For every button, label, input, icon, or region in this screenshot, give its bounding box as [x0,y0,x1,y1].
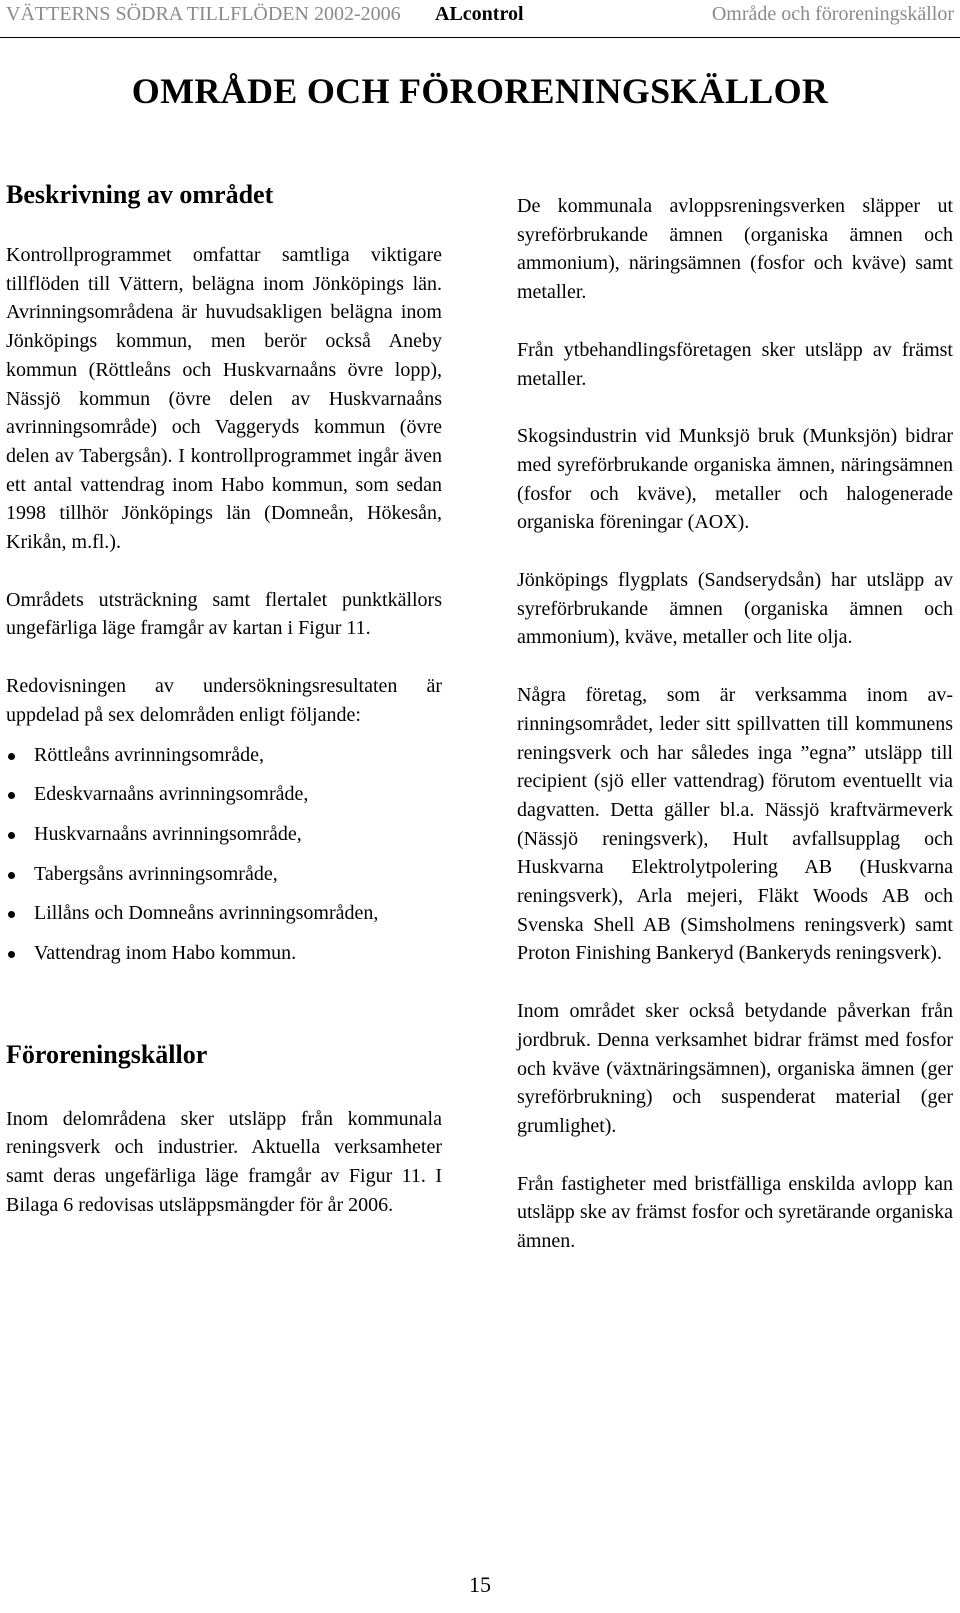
right-column [517,192,953,1285]
section-heading-pollution-sources: Föroreningskällor [6,1039,208,1069]
header-report-title: VÄTTERNS SÖDRA TILLFLÖDEN 2002-2006 [6,3,401,25]
list-item: Edeskvarnaåns avrinningsområde, [34,783,309,806]
subarea-list [6,741,442,968]
paragraph: Från ytbehandlingsföretagen sker utsläpp av främst metaller. [517,338,953,390]
list-item: Röttleåns avrinningsområde, [34,743,264,766]
paragraph: Kontrollprogrammet omfattar samtliga viktigare tillflöden till Vättern, belägna inom Jönköpings län. Avrinningsområdena är huvudsakligen belägna inom Jönköpings kommun, men berör också Aneby kommun (Röttleåns och Huskvarnaåns övre lopp), Nässjö kommun (övre delen av Huskvarnaåns avrinningsområde) och Vaggeryds kommun (övre delen av Tabergsån). I kontrollprogrammet ingår även ett antal vattendrag inom Habo kommun, som sedan 1998 tillhör Jönköpings län (Domneån, Hökesån, Krikån, m.fl.). [6,244,442,554]
paragraph: Jönköpings flygplats (Sandserydsån) har utsläpp av syreförbrukande ämnen (organiska ämnen och ammonium), kväve, metaller och lite olja. [517,569,953,649]
header-company: ALcontrol [435,3,524,25]
left-column [6,178,442,1249]
section-heading-description: Beskrivning av området [6,180,274,209]
paragraph: De kommunala avloppsreningsverken släpper ut syreförbrukande ämnen (organiska ämnen och ammonium), näringsämnen (fosfor och kväve) samt metaller. [517,195,953,304]
list-item: Huskvarnaåns avrinningsområde, [34,822,302,845]
header-section: Område och föroreningskällor [711,3,954,25]
paragraph: Inom delområdena sker utsläpp från kommunala reningsverk och industrier. Aktuella verksamheter samt deras ungefärliga läge framgår av Figur 11. I Bilaga 6 redovisas utsläppsmängder för år 2006. [6,1107,442,1216]
running-header [0,0,960,38]
paragraph: Områdets utsträckning samt flertalet punktkällors ungefärliga läge framgår av kartan i Figur 11. [6,588,442,640]
list-item: Vattendrag inom Habo kommun. [34,942,297,965]
paragraph: Redovisningen av undersökningsresultaten är uppdelad på sex delområden enligt följande: [6,675,442,726]
page-title: OMRÅDE OCH FÖRORENINGSKÄLLOR [131,71,829,111]
paragraph: Skogsindustrin vid Munksjö bruk (Munksjön) bidrar med syreförbrukande organiska ämnen, näringsämnen (fosfor och kväve), metaller och halogenerade organiska föreningar (AOX). [517,425,953,534]
list-item: Tabergsåns avrinningsområde, [34,862,278,885]
paragraph: Från fastigheter med bristfälliga enskilda avlopp kan utsläpp ske av främst fosfor och syretärande organiska ämnen. [517,1172,953,1253]
page-number: 15 [469,1572,491,1597]
list-item: Lillåns och Domneåns avrinningsområden, [34,902,379,925]
paragraph: Inom området sker också betydande påverkan från jordbruk. Denna verksamhet bidrar främst med fosfor och kväve (växtnäringsämnen), organiska ämnen (ger syreförbrukning) och suspenderat material (ger grumlighet). [517,1000,953,1137]
paragraph: Några företag, som är verksamma inom avrinningsområdet, leder sitt spillvatten till kommunens reningsverk och har således inga ”egna” utsläpp till recipient (sjö eller vattendrag) förutom eventuellt via dagvatten. Detta gäller bl.a. Nässjö kraftvärmeverk (Nässjö reningsverk), Hult avfallsupplag och Huskvarna Elektrolytpolering AB (Huskvarna reningsverk), Arla mejeri, Fläkt Woods AB och Svenska Shell AB (Simsholmens reningsverk) samt Proton Finishing Bankeryd (Bankeryds reningsverk). [517,684,953,965]
